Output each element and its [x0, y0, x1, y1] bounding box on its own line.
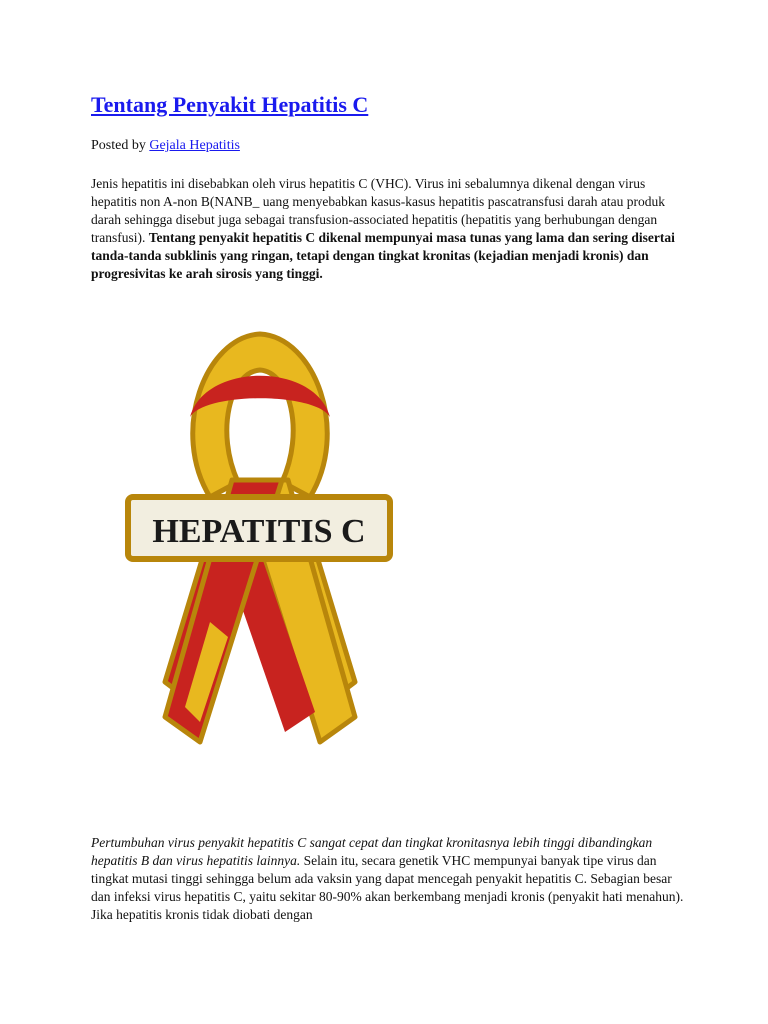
byline: [91, 138, 240, 154]
post-title: [91, 92, 368, 118]
ribbon-loop: [193, 334, 327, 497]
second-italic-text: Pertumbuhan virus penyakit hepatitis C sangat cepat dan tingkat kronitasnya lebih tinggi dibandingkan hepatitis B dan virus hepatitis lainnya.: [91, 835, 653, 868]
post-title-link[interactable]: Tentang Penyakit Hepatitis C: [91, 92, 369, 117]
posted-by-label: Posted by: [91, 138, 146, 153]
intro-bold-text: Tentang penyakit hepatitis C dikenal mempunyai masa tunas yang lama dan sering disertai tanda-tanda subklinis yang ringan, tetapi dengan tingkat kronitas (kejadian menjadi kronis) dan progresivitas ke arah sirosis yang tinggi.: [91, 230, 675, 281]
author-link[interactable]: Gejala Hepatitis: [149, 138, 240, 153]
second-paragraph: [91, 834, 691, 924]
intro-paragraph: [91, 175, 691, 283]
second-text: Selain itu, secara genetik VHC mempunyai banyak tipe virus dan tingkat mutasi tinggi sehingga belum ada vaksin yang dapat mencegah penyakit hepatitis C. Sebagian besar dan infeksi virus hepatitis C, yaitu sekitar 80-90% akan berkembang menjadi kronis (penyakit hati menahun). Jika hepatitis kronis tidak diobati dengan: [91, 853, 684, 922]
hepatitis-c-ribbon-image: [110, 322, 410, 782]
intro-text: Jenis hepatitis ini disebabkan oleh virus hepatitis C (VHC). Virus ini sebalumnya dikenal dengan virus hepatitis non A-non B(NANB_ uang menyebabkan kasus-kasus hepatitis pascatransfusi darah atau produk darah sehingga disebut juga sebagai transfusion-associated hepatitis (hepatitis yang berhubungan dengan transfusi).: [91, 176, 665, 245]
ribbon-label: HEPATITIS C: [152, 513, 366, 550]
